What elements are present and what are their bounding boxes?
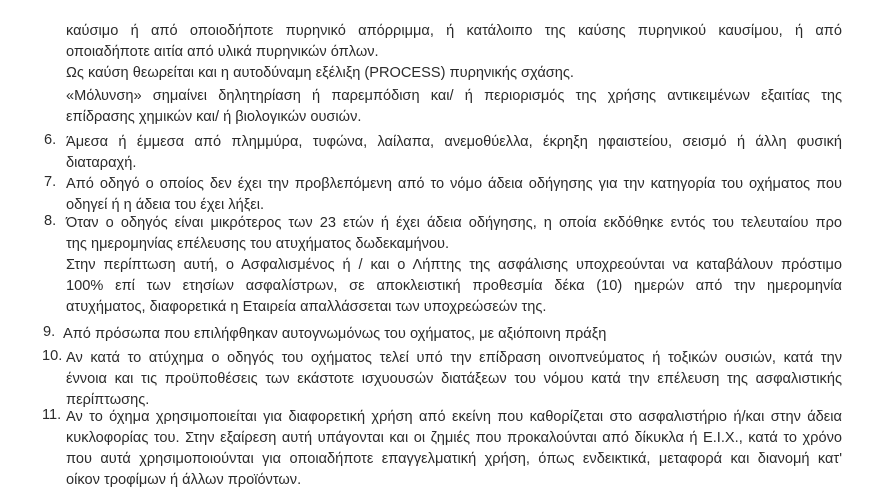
list-number: 10.	[42, 348, 63, 364]
list-number: 9.	[43, 324, 56, 340]
list-item-8	[44, 213, 842, 318]
text-line: Αν το όχημα χρησιμοποιείται για διαφορετική χρήση από εκείνη που καθορίζεται στο ασφαλιστήριο ή/και στην άδεια	[66, 409, 842, 425]
text-line: επίδρασης χημικών και/ ή βιολογικών ουσιών.	[66, 109, 362, 125]
list-number: 8.	[44, 213, 57, 229]
text-line: κυκλοφορίας του. Στην εξαίρεση αυτή υπάγονται και οι ζημιές που προκαλούνται από δίκυκλα ή Ε.Ι.Χ., κατά το χρόνο	[66, 430, 842, 446]
text-line: περίπτωσης.	[66, 392, 150, 408]
text-line: Από οδηγό ο οποίος δεν έχει την προβλεπόμενη από το νόμο άδεια οδήγησης για την κατηγορία του οχήματος που	[66, 176, 842, 192]
list-number: 7.	[44, 174, 57, 190]
text-line: οποιαδήποτε αιτία από υλικά πυρηνικών όπλων.	[66, 44, 379, 60]
text-line: οίκον τροφίμων ή άλλων προϊόντων.	[66, 472, 302, 488]
list-number: 6.	[44, 132, 57, 148]
list-item-9	[43, 324, 839, 345]
list-item-11	[42, 407, 842, 491]
list-item-7	[44, 174, 842, 216]
list-item-10	[42, 348, 842, 411]
text-line: έννοια και τις προϋποθέσεις των εκάστοτε ισχυουσών διατάξεων του νόμου κατά την επέλευση της ασφαλιστικής	[66, 371, 842, 387]
text-line: Στην περίπτωση αυτή, ο Ασφαλισμένος ή / και ο Λήπτης της ασφάλισης υποχρεούνται να καταβάλουν πρόστιμο	[66, 257, 842, 273]
text-line: Όταν ο οδηγός είναι μικρότερος των 23 ετών ή έχει άδεια οδήγησης, η οποία εκδόθηκε εντός του τελευταίου προ	[66, 215, 842, 231]
pollution-definition	[66, 86, 842, 128]
text-line: Από πρόσωπα που επιλήφθηκαν αυτογνωμόνως του οχήματος, με αξιόποινη πράξη	[63, 326, 607, 342]
continuation-paragraph	[66, 21, 842, 84]
text-line: Αν κατά το ατύχημα ο οδηγός του οχήματος τελεί υπό την επίδραση οινοπνεύματος ή τοξικών ουσιών, κατά την	[66, 350, 842, 366]
text-line: ατυχήματος, διαφορετικά η Εταιρεία απαλλάσσεται των υποχρεώσεών της.	[66, 299, 547, 315]
list-number: 11.	[42, 407, 62, 423]
text-line: διαταραχή.	[66, 155, 137, 171]
list-item-6	[44, 132, 842, 174]
text-line: «Μόλυνση» σημαίνει δηλητηρίαση ή παρεμπόδιση και/ ή περιορισμός της χρήσης αντικειμένων εξαιτίας της	[66, 88, 842, 104]
text-line: που αυτά χρησιμοποιούνται για οποιαδήποτε επαγγελματική χρήση, όπως ενδεικτικά, μεταφορά και διανομή κατ'	[66, 451, 842, 467]
text-line: Άμεσα ή έμμεσα από πλημμύρα, τυφώνα, λαίλαπα, ανεμοθύελλα, έκρηξη ηφαιστείου, σεισμό ή άλλη φυσική	[66, 134, 842, 150]
text-line: 100% επί των ετησίων ασφαλίστρων, σε αποκλειστική προθεσμία δέκα (10) ημερών από την ημερομηνία	[66, 278, 842, 294]
text-line: της ημερομηνίας επέλευσης του ατυχήματος δωδεκαμήνου.	[66, 236, 450, 252]
text-line: καύσιμο ή από οποιοδήποτε πυρηνικό απόρριμμα, ή κατάλοιπο της καύσης πυρηνικού καυσίμου, ή από	[66, 23, 842, 39]
text-line: Ως καύση θεωρείται και η αυτοδύναμη εξέλιξη (PROCESS) πυρηνικής σχάσης.	[66, 65, 574, 81]
text-line: οδηγεί ή η άδεια του έχει λήξει.	[66, 197, 265, 213]
